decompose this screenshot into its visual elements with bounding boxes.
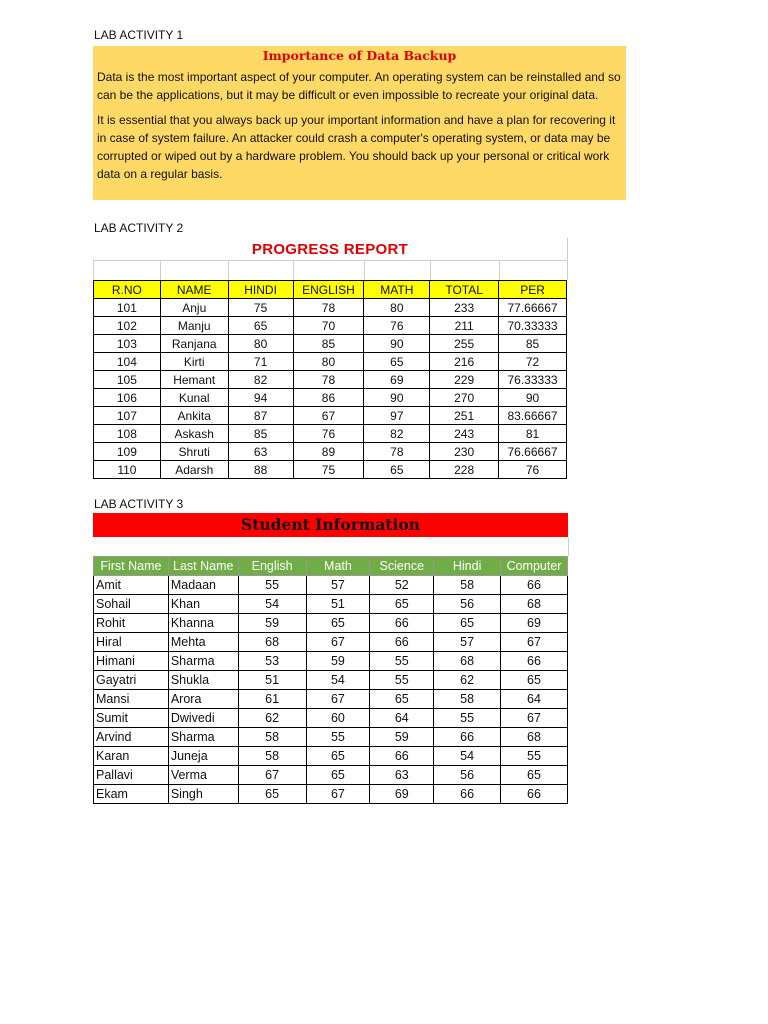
student-info-cell: 65 (238, 785, 306, 804)
student-info-cell: Ekam (94, 785, 169, 804)
progress-report-cell: 75 (228, 299, 293, 317)
progress-report-cell: 82 (228, 371, 293, 389)
student-info-cell: 53 (238, 652, 306, 671)
student-info-cell: 55 (434, 709, 501, 728)
student-info-cell: 56 (434, 766, 501, 785)
progress-report-cell: 70.33333 (499, 317, 567, 335)
progress-report-cell: 80 (364, 299, 430, 317)
progress-report-cell: 78 (364, 443, 430, 461)
student-info-cell: 58 (238, 728, 306, 747)
progress-report-cell: 233 (430, 299, 499, 317)
progress-report-header-cell: TOTAL (430, 281, 499, 299)
lab-activity-2-label: LAB ACTIVITY 2 (94, 221, 184, 235)
student-info-cell: Sharma (168, 728, 238, 747)
progress-report-cell: 80 (228, 335, 293, 353)
student-info-cell: 66 (370, 633, 434, 652)
table-row (94, 389, 567, 407)
progress-report-cell: Hemant (160, 371, 228, 389)
progress-report-cell: Ranjana (160, 335, 228, 353)
table-row (94, 709, 568, 728)
student-info-cell: 54 (434, 747, 501, 766)
progress-report-cell: 109 (94, 443, 161, 461)
table-row (94, 652, 568, 671)
student-info-cell: Singh (168, 785, 238, 804)
progress-report-cell: 211 (430, 317, 499, 335)
table-row (94, 425, 567, 443)
empty-grid-row (93, 537, 569, 556)
progress-report-title: PROGRESS REPORT (251, 241, 409, 258)
progress-report-cell: Kirti (160, 353, 228, 371)
progress-report-cell: 67 (293, 407, 364, 425)
student-info-cell: 66 (434, 785, 501, 804)
student-info-cell: 65 (370, 595, 434, 614)
progress-report-cell: 102 (94, 317, 161, 335)
student-info-cell: 69 (370, 785, 434, 804)
table-row (94, 690, 568, 709)
progress-report-header-cell: HINDI (228, 281, 293, 299)
progress-report-cell: 104 (94, 353, 161, 371)
student-info-cell: Hiral (94, 633, 169, 652)
progress-report-cell: 69 (364, 371, 430, 389)
progress-report-cell: 76 (293, 425, 364, 443)
student-info-header-cell: First Name (94, 557, 169, 576)
progress-report-cell: 90 (364, 335, 430, 353)
progress-report-cell: 75 (293, 461, 364, 479)
student-info-cell: Rohit (94, 614, 169, 633)
student-info-cell: 64 (370, 709, 434, 728)
progress-report-cell: Kunal (160, 389, 228, 407)
progress-report-cell: 89 (293, 443, 364, 461)
student-info-cell: Shukla (168, 671, 238, 690)
student-info-cell: 59 (238, 614, 306, 633)
student-info-cell: Himani (94, 652, 169, 671)
table-row (94, 371, 567, 389)
student-info-cell: 62 (434, 671, 501, 690)
progress-report-cell: 78 (293, 299, 364, 317)
progress-report-cell: 78 (293, 371, 364, 389)
student-info-cell: 51 (238, 671, 306, 690)
table-row (94, 595, 568, 614)
student-info-cell: Sumit (94, 709, 169, 728)
student-info-cell: Arvind (94, 728, 169, 747)
student-info-cell: 66 (370, 614, 434, 633)
progress-report-cell: 94 (228, 389, 293, 407)
progress-report-cell: 76 (499, 461, 567, 479)
table-row (94, 614, 568, 633)
progress-report-cell: 101 (94, 299, 161, 317)
progress-report-cell: 80 (293, 353, 364, 371)
progress-report-cell: 229 (430, 371, 499, 389)
progress-report-cell: 90 (499, 389, 567, 407)
student-info-cell: 55 (306, 728, 370, 747)
student-info-cell: Madaan (168, 576, 238, 595)
progress-report-cell: 110 (94, 461, 161, 479)
student-info-header-cell: Computer (501, 557, 568, 576)
student-info-cell: Amit (94, 576, 169, 595)
table-row (94, 728, 568, 747)
student-information-header-row (94, 557, 568, 576)
progress-report-cell: 76.66667 (499, 443, 567, 461)
student-info-cell: Dwivedi (168, 709, 238, 728)
student-information-title: Student Information (93, 513, 568, 537)
table-row (94, 633, 568, 652)
student-info-cell: Verma (168, 766, 238, 785)
progress-report-cell: 76 (364, 317, 430, 335)
student-info-cell: 60 (306, 709, 370, 728)
student-info-cell: 65 (306, 766, 370, 785)
student-info-cell: 54 (238, 595, 306, 614)
lab-activity-1-label: LAB ACTIVITY 1 (94, 28, 184, 42)
student-info-cell: 67 (306, 785, 370, 804)
student-info-cell: 55 (238, 576, 306, 595)
student-info-cell: 58 (434, 690, 501, 709)
student-info-cell: 67 (238, 766, 306, 785)
progress-report-cell: Ankita (160, 407, 228, 425)
progress-report-header-cell: NAME (160, 281, 228, 299)
data-backup-box (93, 46, 626, 200)
table-row (94, 785, 568, 804)
table-row (94, 443, 567, 461)
student-info-cell: 66 (501, 576, 568, 595)
student-information-table (93, 556, 568, 804)
table-row (94, 576, 568, 595)
student-info-cell: 68 (434, 652, 501, 671)
progress-report-cell: 87 (228, 407, 293, 425)
progress-report-cell: 76.33333 (499, 371, 567, 389)
table-row (94, 766, 568, 785)
student-info-cell: Arora (168, 690, 238, 709)
student-info-cell: 69 (501, 614, 568, 633)
student-info-cell: Khanna (168, 614, 238, 633)
progress-report-cell: 81 (499, 425, 567, 443)
progress-report-cell: 243 (430, 425, 499, 443)
student-info-cell: 66 (370, 747, 434, 766)
table-row (94, 671, 568, 690)
progress-report-cell: 230 (430, 443, 499, 461)
progress-report-cell: 85 (499, 335, 567, 353)
empty-grid-row (93, 260, 567, 281)
student-info-cell: 52 (370, 576, 434, 595)
progress-report-cell: Shruti (160, 443, 228, 461)
student-info-cell: 67 (306, 633, 370, 652)
student-info-cell: 67 (501, 633, 568, 652)
student-info-cell: 54 (306, 671, 370, 690)
progress-report-cell: 65 (228, 317, 293, 335)
progress-report-cell: Adarsh (160, 461, 228, 479)
student-info-cell: Karan (94, 747, 169, 766)
student-info-cell: 56 (434, 595, 501, 614)
student-info-cell: Gayatri (94, 671, 169, 690)
student-info-cell: 55 (501, 747, 568, 766)
student-info-cell: 65 (370, 690, 434, 709)
student-info-cell: 65 (306, 747, 370, 766)
progress-report-header-cell: PER (499, 281, 567, 299)
student-info-header-cell: English (238, 557, 306, 576)
student-info-cell: 63 (370, 766, 434, 785)
data-backup-title: Importance of Data Backup (262, 48, 457, 63)
progress-report-cell: 72 (499, 353, 567, 371)
progress-report-cell: 65 (364, 353, 430, 371)
student-info-cell: Mansi (94, 690, 169, 709)
student-info-header-cell: Math (306, 557, 370, 576)
progress-report-cell: 103 (94, 335, 161, 353)
student-info-cell: 66 (434, 728, 501, 747)
student-info-cell: 68 (501, 728, 568, 747)
progress-report-cell: 83.66667 (499, 407, 567, 425)
progress-report-header-cell: R.NO (94, 281, 161, 299)
progress-report-cell: Manju (160, 317, 228, 335)
progress-report-cell: 63 (228, 443, 293, 461)
progress-report-cell: 255 (430, 335, 499, 353)
progress-report-cell: 71 (228, 353, 293, 371)
student-info-cell: 68 (501, 595, 568, 614)
student-info-cell: 58 (238, 747, 306, 766)
student-info-cell: Pallavi (94, 766, 169, 785)
progress-report-cell: 65 (364, 461, 430, 479)
data-backup-paragraph-2: It is essential that you always back up your important information and have a plan for recovering it in case of system failure. An attacker could crash a computer's operating system, or data may be corrupted or wiped out by a hardware problem. You should back up your personal or critical work data on a regular basis. (97, 113, 616, 181)
progress-report-cell: 70 (293, 317, 364, 335)
student-info-cell: 55 (370, 652, 434, 671)
progress-report-cell: Askash (160, 425, 228, 443)
progress-report-cell: 86 (293, 389, 364, 407)
student-info-cell: 65 (501, 671, 568, 690)
progress-report-cell: 216 (430, 353, 499, 371)
progress-report-header-row (94, 281, 567, 299)
progress-report-cell: 106 (94, 389, 161, 407)
student-info-cell: 61 (238, 690, 306, 709)
progress-report-cell: 251 (430, 407, 499, 425)
progress-report-table (93, 280, 567, 479)
progress-report-cell: Anju (160, 299, 228, 317)
student-info-cell: 67 (501, 709, 568, 728)
student-info-cell: 57 (306, 576, 370, 595)
progress-report-header-cell: ENGLISH (293, 281, 364, 299)
student-info-cell: 65 (434, 614, 501, 633)
progress-report-cell: 85 (293, 335, 364, 353)
table-row (94, 299, 567, 317)
progress-report-cell: 105 (94, 371, 161, 389)
progress-report-cell: 90 (364, 389, 430, 407)
table-row (94, 317, 567, 335)
data-backup-paragraph-1: Data is the most important aspect of your computer. An operating system can be reinstalled and so can be the applications, but it may be difficult or even impossible to recreate your original data. (97, 70, 621, 102)
student-info-cell: 65 (501, 766, 568, 785)
student-info-cell: 59 (370, 728, 434, 747)
student-info-cell: 65 (306, 614, 370, 633)
lab-activity-3-label: LAB ACTIVITY 3 (94, 497, 184, 511)
table-row (94, 461, 567, 479)
progress-report-cell: 228 (430, 461, 499, 479)
progress-report-cell: 88 (228, 461, 293, 479)
table-row (94, 407, 567, 425)
student-info-cell: 55 (370, 671, 434, 690)
student-info-cell: Mehta (168, 633, 238, 652)
student-info-header-cell: Hindi (434, 557, 501, 576)
student-info-cell: 59 (306, 652, 370, 671)
progress-report-cell: 85 (228, 425, 293, 443)
student-info-cell: 66 (501, 652, 568, 671)
student-info-cell: 67 (306, 690, 370, 709)
progress-report-cell: 108 (94, 425, 161, 443)
progress-report-header-cell: MATH (364, 281, 430, 299)
table-row (94, 747, 568, 766)
progress-report-cell: 270 (430, 389, 499, 407)
student-info-cell: 68 (238, 633, 306, 652)
student-info-cell: Khan (168, 595, 238, 614)
progress-report-body (94, 299, 567, 479)
student-info-cell: 64 (501, 690, 568, 709)
table-row (94, 353, 567, 371)
student-info-cell: Sharma (168, 652, 238, 671)
table-row (94, 335, 567, 353)
student-info-cell: Juneja (168, 747, 238, 766)
progress-report-cell: 97 (364, 407, 430, 425)
student-info-cell: 66 (501, 785, 568, 804)
student-info-header-cell: Science (370, 557, 434, 576)
student-info-cell: 51 (306, 595, 370, 614)
progress-report-cell: 82 (364, 425, 430, 443)
progress-report-cell: 107 (94, 407, 161, 425)
student-info-cell: 62 (238, 709, 306, 728)
progress-report-cell: 77.66667 (499, 299, 567, 317)
student-info-cell: 58 (434, 576, 501, 595)
student-info-cell: 57 (434, 633, 501, 652)
student-info-cell: Sohail (94, 595, 169, 614)
student-information-body (94, 576, 568, 804)
student-info-header-cell: Last Name (168, 557, 238, 576)
